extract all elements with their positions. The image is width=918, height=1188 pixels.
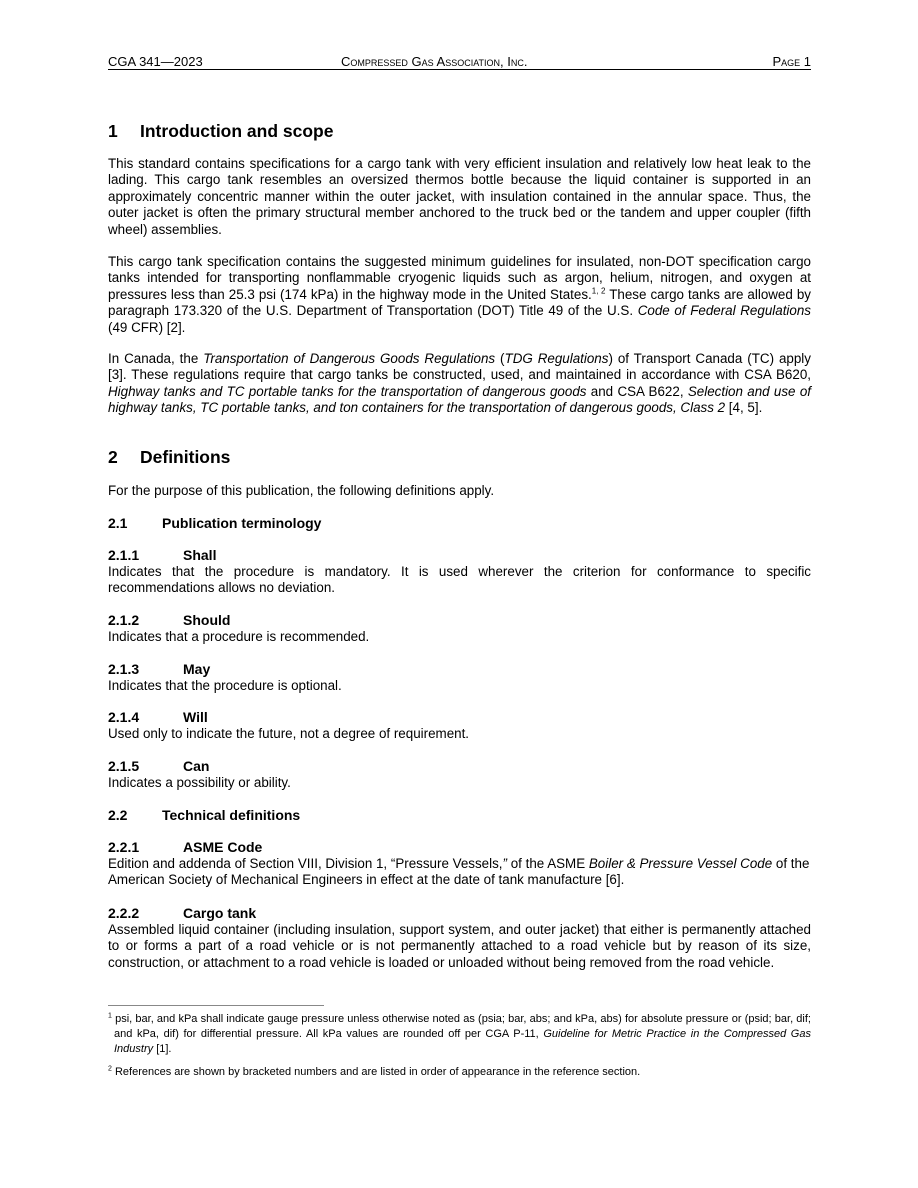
organization-name: Compressed Gas Association, Inc. [341, 54, 528, 69]
definition-2-1-2-text: Indicates that a procedure is recommended. [108, 629, 370, 644]
definition-2-2-2-heading: 2.2.2 Cargo tank [108, 905, 257, 921]
definition-2-2-1-text: Edition and addenda of Section VIII, Division 1, “Pressure Vessels,” of the ASME Boiler & Pressure Vessel Code of the American Society of Mechanical Engineers in effect at the date of tank manufacture [6]. [108, 856, 810, 888]
definition-2-1-4-text: Used only to indicate the future, not a degree of requirement. [108, 726, 470, 741]
footnote-2: $^2$ References are shown by bracketed numbers and are listed in order of appearance in the reference section. [108, 1065, 641, 1078]
header-rule [108, 69, 811, 70]
footnote-separator [108, 1005, 324, 1006]
definition-2-1-4-heading: 2.1.4 Will [108, 709, 208, 725]
definition-2-1-5-text: Indicates a possibility or ability. [108, 775, 291, 790]
footnote-1: $^1$ psi, bar, and kPa shall indicate gauge pressure unless otherwise noted as (psia; bar, abs; and kPa, abs) for absolute pressure or (psid; bar, dif; and kPa, dif) for differential pressure. All kPa values are rounded off per CGA P-11, Guideline for Metric Practice in the Compressed Gas Industry [1]. [108, 1012, 811, 1055]
page-header [108, 54, 811, 71]
section-2-heading: 2 Definitions [108, 447, 231, 467]
footnote-ref[interactable]: 1, 2 [591, 286, 606, 296]
definition-2-1-3-heading: 2.1.3 May [108, 661, 211, 677]
definition-2-2-2-text: Assembled liquid container (including insulation, support system, and outer jacket) that either is permanently attached to or forms a part of a road vehicle or is not permanently attached to a road vehicle but by reason of its size, construction, or attachment to a road vehicle is loaded or unloaded without being removed from the road vehicle. [108, 922, 811, 970]
section-1-paragraph-2: This cargo tank specification contains the suggested minimum guidelines for insulated, non-DOT specification cargo tanks intended for transporting nonflammable cryogenic liquids such as argon, helium, nitrogen, and oxygen at pressures less than 25.3 psi (174 kPa) in the highway mode in the United States.$^{1, 2}$ These cargo tanks are allowed by paragraph 173.320 of the U.S. Department of Transportation (DOT) Title 49 of the U.S. Code of Federal Regulations (49 CFR) [2]. [108, 254, 812, 335]
definition-2-1-5-heading: 2.1.5 Can [108, 758, 210, 774]
page-number: Page 1 [772, 54, 811, 69]
section-1-paragraph-1: This standard contains specifications for a cargo tank with very efficient insulation and relatively low heat leak to the lading. This cargo tank resembles an oversized thermos bottle because the liquid container is supported in an approximately concentric manner within the outer jacket, with insulation contained in the annular space. Thus, the outer jacket is often the primary structural member anchored to the truck bed or the tandem and upper coupler (fifth wheel) assemblies. [108, 156, 811, 237]
definition-2-1-2-heading: 2.1.2 Should [108, 612, 231, 628]
section-2-intro: For the purpose of this publication, the following definitions apply. [108, 483, 495, 498]
doc-id: CGA 341—2023 [108, 54, 203, 69]
section-1-paragraph-3: In Canada, the Transportation of Dangerous Goods Regulations (TDG Regulations) of Transport Canada (TC) apply [3]. These regulations require that cargo tanks be constructed, used, and maintained in accordance with CSA B620, Highway tanks and TC portable tanks for the transportation of dangerous goods and CSA B622, Selection and use of highway tanks, TC portable tanks, and ton containers for the transportation of dangerous goods, Class 2 [4, 5]. [108, 351, 811, 416]
subsection-2-1-heading: 2.1 Publication terminology [108, 515, 322, 531]
definition-2-1-1-heading: 2.1.1 Shall [108, 547, 217, 563]
definition-2-1-1-text: Indicates that the procedure is mandatory. It is used wherever the criterion for conformance to specific recommendations allows no deviation. [108, 564, 811, 596]
subsection-2-2-heading: 2.2 Technical definitions [108, 807, 301, 823]
definition-2-2-1-heading: 2.2.1 ASME Code [108, 839, 263, 855]
definition-2-1-3-text: Indicates that the procedure is optional. [108, 678, 342, 693]
section-1-heading: 1 Introduction and scope [108, 121, 334, 141]
